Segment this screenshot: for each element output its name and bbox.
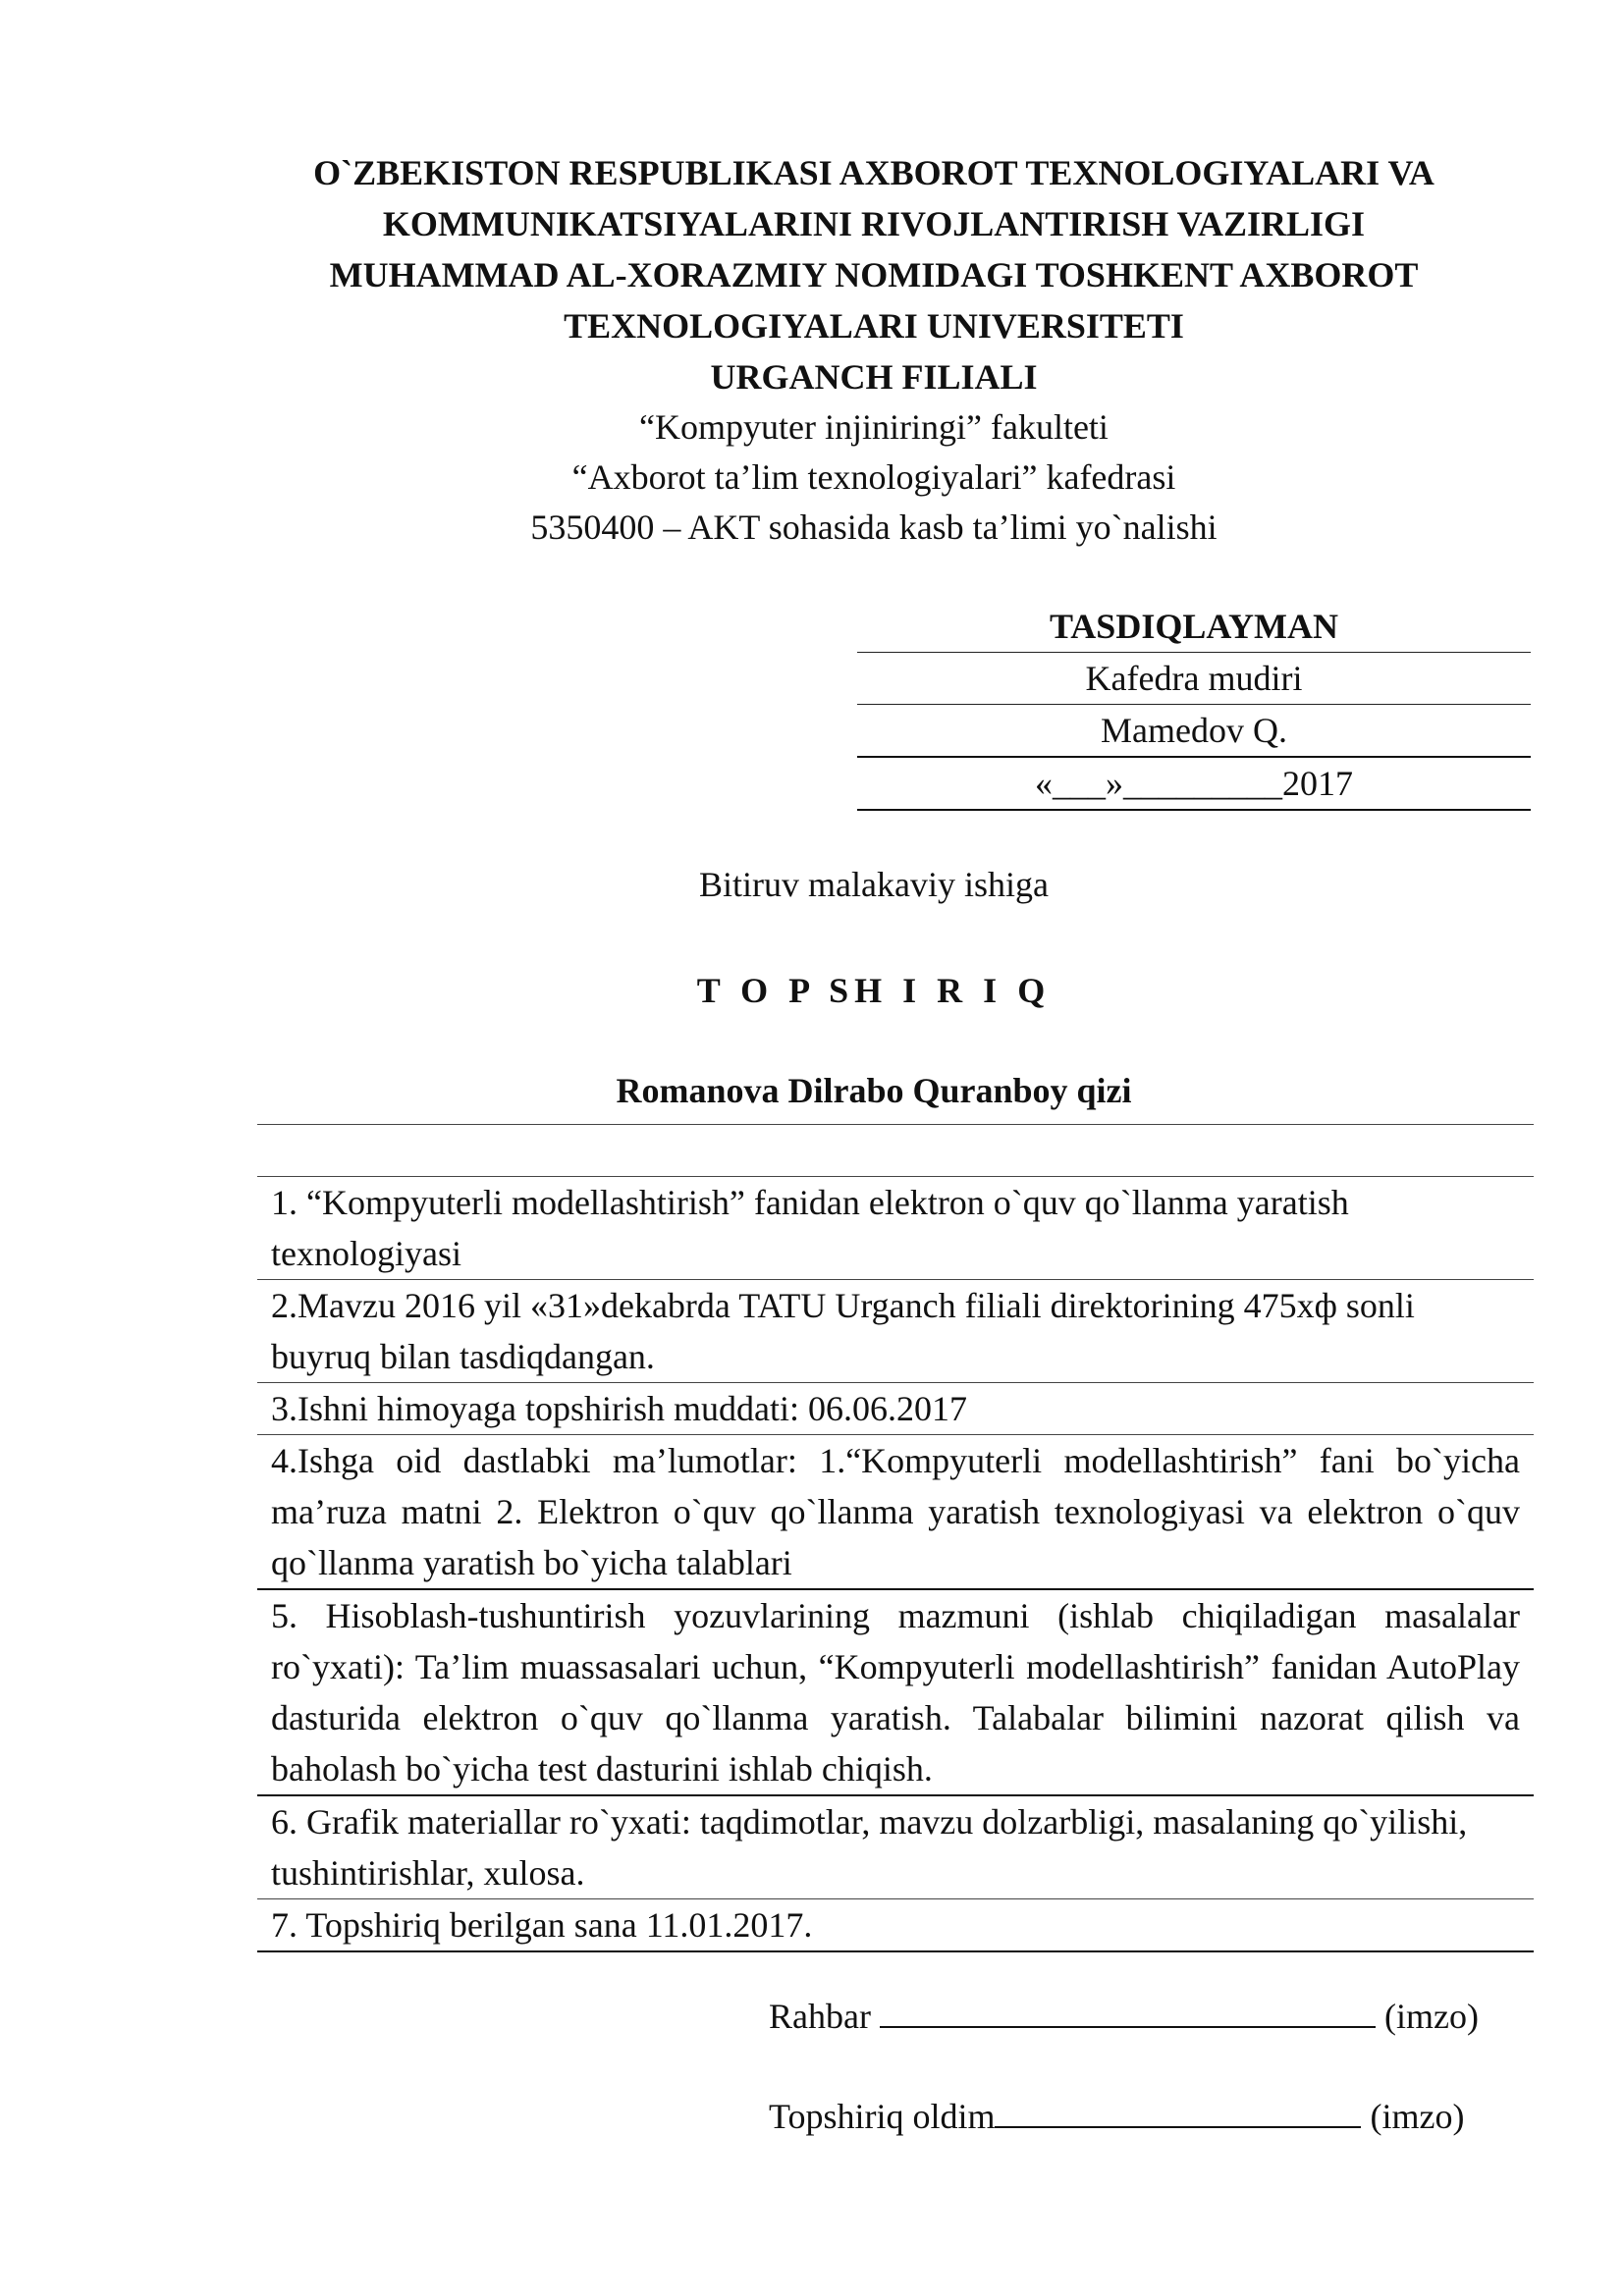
ministry-line-2: KOMMUNIKATSIYALARINI RIVOJLANTIRISH VAZIRLIGI	[382, 204, 1366, 243]
approval-date: «___»_________2017	[857, 758, 1531, 811]
task-item-5: 5. Hisoblash-tushuntirish yozuvlarining mazmuni (ishlab chiqiladigan masalalar ro`yxati): Ta’lim muassasalari uchun, “Kompyuterli modellashtirish” fanidan AutoPlay dasturida elektron o`quv qo`llanma yaratish. Talabalar bilimini nazorat qilish va baholash bo`yicha test dasturini ishlab chiqish.	[257, 1590, 1534, 1796]
task-item-2: 2.Mavzu 2016 yil «31»dekabrda TATU Urganch filiali direktorining 475xф sonli buyruq bilan tasdiqdangan.	[257, 1280, 1534, 1383]
document-header	[196, 147, 1551, 553]
supervisor-label: Rahbar	[769, 1997, 880, 2036]
university-line-2: TEXNOLOGIYALARI UNIVERSITETI	[564, 306, 1184, 346]
department-name: “Axborot ta’lim texnologiyalari” kafedrasi	[571, 457, 1176, 497]
task-item-7: 7. Topshiriq berilgan sana 11.01.2017.	[257, 1899, 1534, 1952]
approval-position: Kafedra mudiri	[857, 653, 1531, 705]
task-item-1: 1. “Kompyuterli modellashtirish” fanidan elektron o`quv qo`llanma yaratish texnologiyasi	[257, 1177, 1534, 1280]
task-item-6: 6. Grafik materiallar ro`yxati: taqdimotlar, mavzu dolzarbligi, masalaning qo`yilishi, tushintirishlar, xulosa.	[257, 1796, 1534, 1899]
document-title: T O P SH I R I Q	[696, 971, 1052, 1010]
university-line-1: MUHAMMAD AL-XORAZMIY NOMIDAGI TOSHKENT AXBOROT	[329, 255, 1419, 294]
student-name: Romanova Dilrabo Quranboy qizi	[616, 1071, 1132, 1110]
study-direction: 5350400 – AKT sohasida kasb ta’limi yo`nalishi	[530, 507, 1218, 547]
ministry-line-1: O`ZBEKISTON RESPUBLIKASI AXBOROT TEXNOLOGIYALARI VA	[313, 153, 1435, 192]
approval-title: TASDIQLAYMAN	[857, 601, 1531, 653]
student-signature-label: (imzo)	[1370, 2097, 1465, 2136]
task-item-4: 4.Ishga oid dastlabki ma’lumotlar: 1.“Kompyuterli modellashtirish” fani bo`yicha ma’ruza matni 2. Elektron o`quv qo`llanma yaratish texnologiyasi va elektron o`quv qo`llanma yaratish bo`yicha talablari	[257, 1435, 1534, 1590]
supervisor-signature-line	[769, 1993, 1479, 2037]
student-signature-field[interactable]	[995, 2093, 1361, 2128]
task-table	[257, 1124, 1534, 1952]
student-label: Topshiriq oldim	[769, 2097, 996, 2136]
supervisor-signature-field[interactable]	[880, 1993, 1376, 2028]
approval-name: Mamedov Q.	[857, 705, 1531, 758]
task-item-3: 3.Ishni himoyaga topshirish muddati: 06.06.2017	[257, 1383, 1534, 1435]
supervisor-signature-label: (imzo)	[1383, 1997, 1479, 2036]
branch-name: URGANCH FILIALI	[710, 357, 1038, 397]
subject-line: Bitiruv malakaviy ishiga	[699, 865, 1049, 904]
faculty-name: “Kompyuter injiniringi” fakulteti	[639, 407, 1109, 447]
table-empty-row	[257, 1125, 1534, 1177]
approval-block	[857, 601, 1531, 811]
student-signature-line	[769, 2093, 1464, 2137]
